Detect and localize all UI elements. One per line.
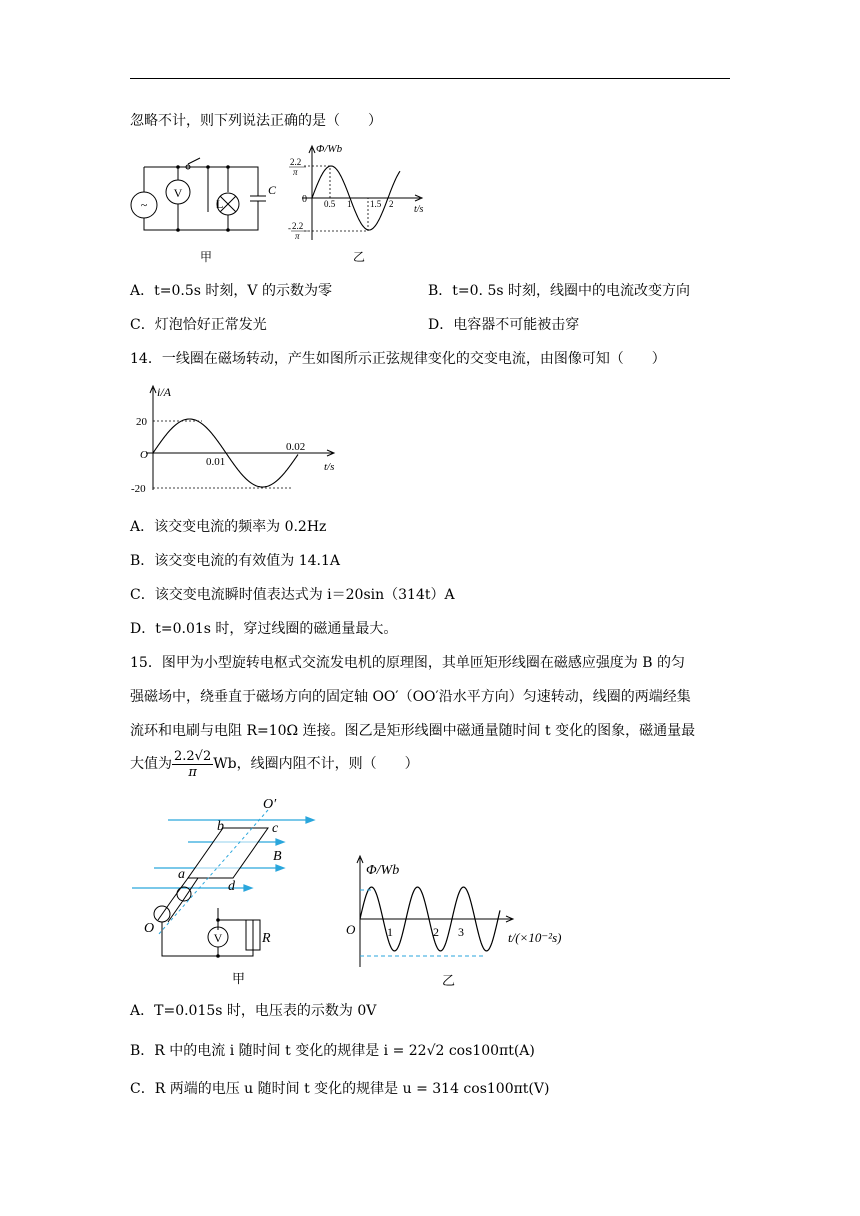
q14-option-c: C．该交变电流瞬时值表达式为 i＝20sin（314t）A	[130, 587, 455, 603]
svg-text:20: 20	[136, 416, 147, 428]
q15-stem-line2: 强磁场中，绕垂直于磁场方向的固定轴 OO′（OO′沿水平方向）匀速转动，线圈的两端经集	[130, 689, 691, 705]
q13-figure-yi-graph	[282, 140, 432, 250]
svg-text:O′: O′	[263, 797, 277, 812]
q14-current-graph	[128, 378, 348, 498]
q14-option-b: B．该交变电流的有效值为 14.1A	[130, 553, 341, 569]
q13-option-a: A．t=0.5s 时刻，V 的示数为零	[130, 283, 332, 299]
q15-stem-line1: 15．图甲为小型旋转电枢式交流发电机的原理图，其单匝矩形线圈在磁感应强度为 B 的匀	[130, 655, 686, 671]
svg-text:-20: -20	[131, 483, 146, 495]
q13-option-c: C．灯泡恰好正常发光	[130, 317, 267, 333]
q13-stem: 忽略不计，则下列说法正确的是（ ）	[130, 113, 382, 129]
q15-stem-line4: 大值为 $\frac{2.2√2}{\pi}$ Wb，线圈内阻不计，则（ ）	[130, 748, 419, 780]
q15-option-b: B．R 中的电流 i 随时间 t 变化的规律是 i = 22√2 cos100πt(A)	[130, 1043, 535, 1059]
flux-max-fraction: $\frac{2.2√2}{\pi}$	[174, 748, 212, 780]
lamp-label: L	[216, 197, 224, 211]
phi-axis-label: Φ/Wb	[316, 143, 343, 155]
svg-text:O: O	[144, 921, 155, 936]
svg-text:2.2: 2.2	[292, 221, 304, 231]
capacitor-label: C	[268, 183, 277, 197]
svg-text:b: b	[217, 819, 224, 834]
q13-figure-jia-circuit	[128, 152, 288, 262]
phi-axis-label: Φ/Wb	[366, 863, 400, 878]
svg-text:O: O	[140, 449, 148, 461]
svg-text:O: O	[346, 922, 356, 937]
q13-option-b: B．t=0. 5s 时刻，线圈中的电流改变方向	[428, 283, 691, 299]
svg-text:0.02: 0.02	[286, 441, 306, 453]
svg-text:2: 2	[389, 199, 394, 209]
svg-text:1: 1	[387, 925, 393, 939]
q15-figure-jia-generator	[128, 790, 328, 990]
svg-text:0.5: 0.5	[324, 199, 336, 209]
i-axis-label: i/A	[157, 385, 171, 399]
q15-stem-line3: 流环和电刷与电阻 R=10Ω 连接。图乙是矩形线圈中磁通量随时间 t 变化的图象，磁通量最	[130, 723, 696, 739]
q15-fig-yi-caption: 乙	[442, 974, 456, 989]
svg-text:R: R	[262, 931, 271, 946]
voltmeter-label: V	[173, 186, 183, 200]
svg-text:π: π	[295, 231, 300, 241]
q15-figure-yi-flux-graph	[340, 852, 580, 972]
svg-text:a: a	[178, 867, 185, 882]
svg-text:c: c	[272, 821, 279, 836]
t-axis-label: t/s	[414, 204, 424, 215]
q13-fig-jia-caption: 甲	[200, 250, 213, 264]
q15-option-c: C．R 两端的电压 u 随时间 t 变化的规律是 u = 314 cos100πt(V)	[130, 1081, 550, 1097]
svg-text:V: V	[213, 931, 223, 945]
ac-source-symbol: ~	[140, 198, 148, 212]
t-axis-label: t/s	[324, 461, 335, 473]
t-axis-label: t/(×10⁻²s)	[508, 930, 562, 945]
q15-fig-jia-caption: 甲	[232, 972, 246, 987]
svg-text:0: 0	[302, 194, 307, 205]
svg-text:1.5: 1.5	[370, 199, 382, 209]
svg-text:2: 2	[433, 925, 439, 939]
svg-text:d: d	[228, 879, 235, 894]
svg-text:2.2: 2.2	[290, 157, 302, 167]
svg-text:3: 3	[458, 925, 464, 939]
svg-text:B: B	[273, 849, 282, 864]
svg-text:1: 1	[347, 199, 352, 209]
q14-option-d: D．t=0.01s 时，穿过线圈的磁通量最大。	[130, 621, 398, 637]
q15-option-a: A．T=0.015s 时，电压表的示数为 0V	[130, 1003, 377, 1019]
svg-text:-: -	[288, 223, 291, 233]
svg-text:0.01: 0.01	[206, 456, 226, 468]
svg-text:π: π	[293, 167, 298, 177]
header-rule	[130, 78, 730, 79]
q13-fig-yi-caption: 乙	[353, 250, 366, 264]
q13-option-d: D．电容器不可能被击穿	[428, 317, 580, 333]
q14-option-a: A．该交变电流的频率为 0.2Hz	[130, 519, 327, 535]
q14-stem: 14．一线圈在磁场转动，产生如图所示正弦规律变化的交变电流，由图像可知（ ）	[130, 351, 666, 367]
